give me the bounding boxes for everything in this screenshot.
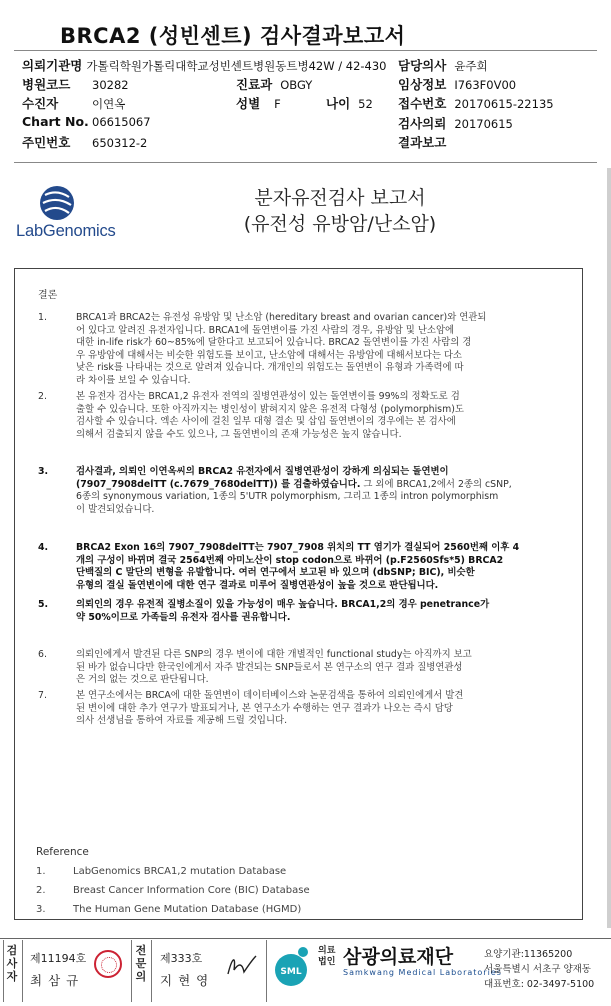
- item-line-bold: 개의 구성이 바뀌며 결국 2564번째 아미노산이 stop codon으로 바뀌어 (p.F2560Sfs*5) BRCA2: [76, 554, 504, 566]
- item-line: 낮은 risk를 나타내는 것으로 알려져 있습니다. 개개인의 위험도는 돌연변이 유형과 가족력에 따: [76, 362, 464, 374]
- meta-chart: [22, 114, 151, 129]
- item-line-bold: 의뢰인의 경우 유전적 질병소질이 있을 가능성이 매우 높습니다. BRCA1,2의 경우 penetrance가: [76, 599, 490, 610]
- item-line: 은 거의 없는 것으로 판단됩니다.: [76, 674, 209, 686]
- footer-divider: [131, 940, 132, 1002]
- item-line: 대한 in-life risk가 60~85%에 달한다고 보고되어 있습니다. BRCA2 돌연변이를 가진 사람의 경: [76, 337, 472, 349]
- age-value: 52: [358, 97, 373, 111]
- seal-icon: [94, 950, 122, 978]
- meta-sex: [236, 94, 281, 112]
- item-line: BRCA1과 BRCA2는 유전성 유방암 및 난소암 (hereditary breast and ovarian cancer)와 연관되: [76, 312, 487, 323]
- item-line-bold: BRCA2 Exon 16의 7907_7908delTT는 7907_7908 위치의 TT 염기가 결실되어 2560번째 이후 4: [76, 542, 520, 553]
- item-line: 된 바가 없습니다만 한국인에게서 자주 발견되는 SNP들로서 본 연구소의 연구 결과 질병연관성: [76, 661, 463, 673]
- meta-institution: [22, 56, 387, 74]
- item-line-bold: 약 50%이므로 가족들의 유전자 검사를 권유합니다.: [76, 611, 291, 623]
- specialist-number: 제333호: [160, 952, 203, 965]
- item-line: 본 유전자 검사는 BRCA1,2 유전자 전역의 질병연관성이 있는 돌연변이를 99%의 정확도로 검: [76, 391, 460, 402]
- hospital-code-label: 병원코드: [22, 77, 71, 92]
- institution-value: 가톨릭학원가톨릭대학교성빈센트병원: [86, 59, 276, 73]
- item-number: 3.: [38, 466, 49, 477]
- org-name: 삼광의료재단: [343, 946, 454, 968]
- footer-divider: [3, 940, 4, 1002]
- hospital-code-value: 30282: [92, 78, 129, 92]
- item-line: 의사 선생님을 통하여 자료를 제공해 드릴 것입니다.: [76, 715, 288, 727]
- item-line: 어 있다고 알려진 유전자입니다. BRCA1에 돌연변이를 가진 사람의 경우, 유방암 및 난소암에: [76, 324, 455, 336]
- meta-request-date: [398, 114, 513, 132]
- footer-divider: [266, 940, 267, 1002]
- item-number: 6.: [38, 649, 47, 660]
- item-line: 출할 수 있습니다. 또한 아직까지는 병인성이 밝혀지지 않은 유전적 다형성 (polymorphism)도: [76, 403, 464, 415]
- org-code: 요양기관:11365200: [484, 949, 573, 960]
- resident-label: 주민번호: [22, 135, 71, 150]
- meta-receipt: [398, 94, 554, 112]
- chart-label: Chart No.: [22, 114, 89, 129]
- item-line: 우 유방암에 대해서는 비슷한 위험도를 보이고, 난소암에 대해서는 유방암에 대해서보다는 다소: [76, 349, 462, 361]
- sml-logo-text: SML: [280, 967, 302, 977]
- item-line: 된 변이에 대한 추가 연구가 발표되거나, 본 연구소가 수행하는 연구 결과가 나오는 즉시 담당: [76, 702, 453, 714]
- meta-clinical: [398, 75, 516, 93]
- item-number: 2.: [38, 391, 47, 402]
- item-line: 6종의 synonymous variation, 1종의 5'UTR polymorphism, 그리고 1종의 intron polymorphism: [76, 491, 499, 503]
- ward-value: 동트병42W / 42-430: [275, 59, 387, 73]
- meta-recipient: [22, 94, 125, 112]
- meta-resident: [22, 133, 147, 151]
- item-number: 4.: [38, 542, 49, 553]
- reference-text: The Human Gene Mutation Database (HGMD): [73, 904, 302, 915]
- clinical-value: I763F0V00: [454, 78, 517, 92]
- item-number: 7.: [38, 690, 47, 701]
- resident-value: 650312-2: [92, 136, 148, 150]
- receipt-value: 20170615-22135: [454, 97, 554, 111]
- reference-number: 3.: [36, 904, 46, 915]
- examiner-name: 최삼규: [30, 973, 85, 988]
- conclusion-title: 결론: [38, 290, 58, 301]
- item-line: 본 연구소에서는 BRCA에 대한 돌연변이 데이터베이스와 논문검색을 통하여 의뢰인에게서 발견: [76, 690, 464, 701]
- item-line: 검사할 수 있습니다. 엑손 사이에 걸친 일부 대형 결손 및 삽입 돌연변이의 경우에는 본 검사에: [76, 416, 456, 428]
- item-line-bold: 유형의 결실 돌연변이에 대한 연구 결과로 미루어 질병연관성이 높을 것으로 판단됩니다.: [76, 579, 439, 591]
- meta-doctor: [398, 56, 488, 74]
- org-name-english: Samkwang Medical Laboratories: [343, 968, 502, 977]
- footer-divider: [22, 940, 23, 1002]
- meta-hospital-code: [22, 75, 129, 93]
- doctor-label: 담당의사: [398, 58, 447, 73]
- item-line: 이 발견되었습니다.: [76, 503, 155, 515]
- recipient-label: 수진자: [22, 96, 59, 111]
- meta-dept: [236, 75, 312, 93]
- age-label: 나이: [326, 96, 351, 111]
- item-line: 의해서 검출되지 않을 수도 있으나, 그 돌연변이의 존재 가능성은 높지 않습니다.: [76, 428, 402, 440]
- document-title: [170, 185, 510, 237]
- item-number: 5.: [38, 599, 49, 610]
- report-title: BRCA2 (성빈센트) 검사결과보고서: [60, 24, 406, 48]
- document-title-line1: 분자유전검사 보고서: [254, 187, 426, 209]
- meta-result: [398, 133, 454, 151]
- clinical-label: 임상정보: [398, 77, 447, 92]
- header-divider: [14, 50, 597, 51]
- org-address: 서울특별시 서초구 양재동: [484, 964, 591, 975]
- labgenomics-logo-text: LabGenomics: [16, 222, 116, 240]
- org-phone: 대표번호: 02-3497-5100: [484, 979, 595, 990]
- meta-age: [326, 94, 373, 112]
- org-kind: 의료법인: [318, 946, 336, 967]
- scan-edge: [607, 168, 611, 928]
- specialist-name: 지현영: [160, 973, 215, 988]
- signature-icon: [222, 950, 262, 980]
- item-line: 의뢰인에게서 발견된 다른 SNP의 경우 변이에 대한 개별적인 functional study는 아직까지 보고: [76, 649, 472, 660]
- reference-number: 1.: [36, 866, 46, 877]
- footer-divider: [151, 940, 152, 1002]
- reference-text: LabGenomics BRCA1,2 mutation Database: [73, 866, 287, 877]
- header-bottom-divider: [14, 162, 597, 163]
- item-number: 1.: [38, 312, 47, 323]
- document-title-line2: (유전성 유방암/난소암): [243, 213, 437, 235]
- sex-label: 성별: [236, 96, 261, 111]
- result-label: 결과보고: [398, 135, 447, 150]
- dept-value: OBGY: [280, 78, 313, 92]
- examiner-label: 검사자: [6, 944, 18, 983]
- request-date-label: 검사의뢰: [398, 116, 447, 131]
- reference-number: 2.: [36, 885, 46, 896]
- specialist-label: 전문의: [135, 944, 147, 983]
- examiner-number: 제11194호: [30, 952, 87, 965]
- item-line-bold: 단백질의 C 말단의 변형을 유발합니다. 여러 연구에서 보고된 바 있으며 (dbSNP; BIC), 비슷한: [76, 567, 475, 579]
- recipient-value: 이연옥: [92, 97, 126, 111]
- doctor-value: 윤주희: [454, 59, 488, 73]
- item-line-bold: 검사결과, 의뢰인 이연옥씨의 BRCA2 유전자에서 질병연관성이 강하게 의심되는 돌연변이: [76, 466, 449, 477]
- institution-label: 의뢰기관명: [22, 58, 83, 73]
- reference-title: Reference: [36, 846, 89, 858]
- chart-value: 06615067: [92, 115, 151, 129]
- dept-label: 진료과: [236, 77, 273, 92]
- reference-text: Breast Cancer Information Core (BIC) Database: [73, 885, 310, 896]
- sex-value: F: [274, 97, 281, 111]
- sml-logo-icon: [273, 944, 313, 992]
- item-line-bold: (7907_7908delTT (c.7679_7680delTT)) 를 검출하였습니다.: [76, 478, 361, 490]
- item-line-tail: 그 외에 BRCA1,2에서 2종의 cSNP,: [360, 478, 512, 490]
- item-line: 라 차이를 보일 수 있습니다.: [76, 374, 191, 386]
- receipt-label: 접수번호: [398, 96, 447, 111]
- request-date-value: 20170615: [454, 117, 513, 131]
